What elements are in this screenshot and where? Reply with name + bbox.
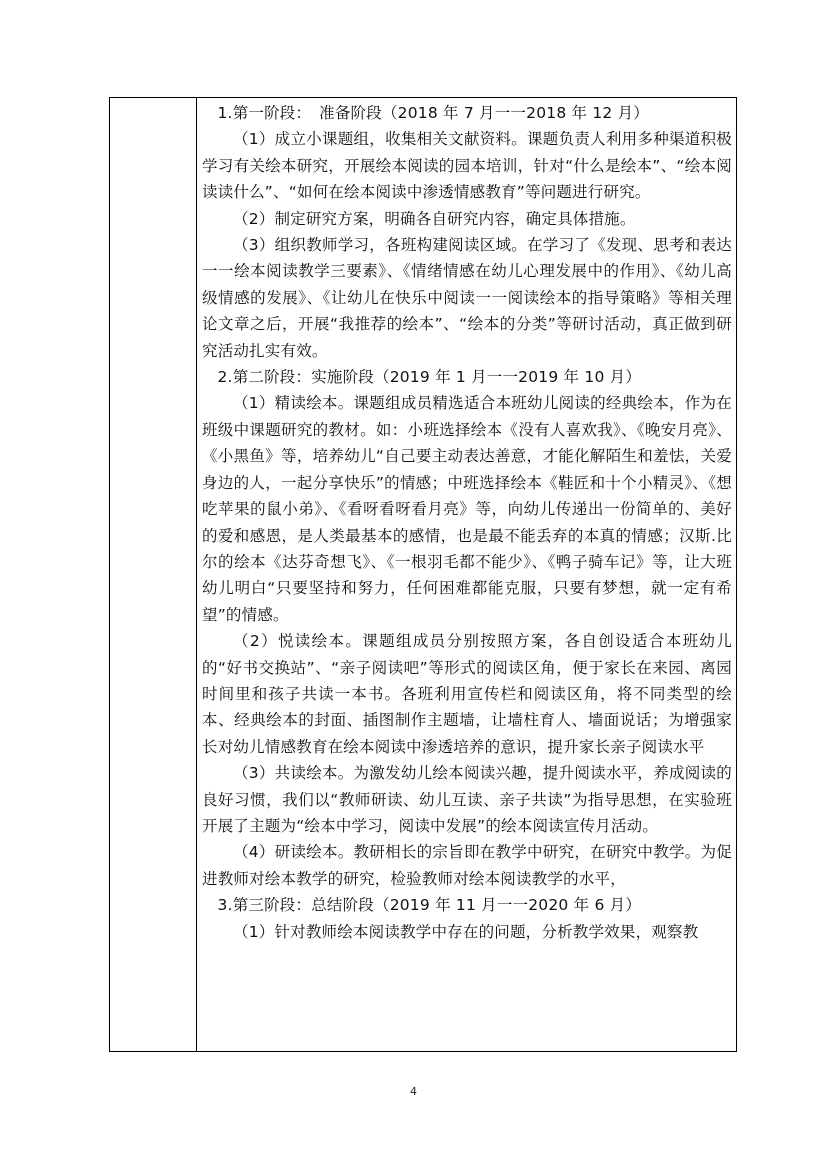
stage-1-heading: 1.第一阶段： 准备阶段（2018 年 7 月一一2018 年 12 月） bbox=[217, 104, 649, 122]
paragraph: （2）悦读绘本。课题组成员分别按照方案，各自创设适合本班幼儿的“好书交换站”、“亲子阅读吧”等形式的阅读区角，便于家长在来园、离园时间里和孩子共读一本书。各班利用宣传栏和阅读区角，将不同类型的绘本、经典绘本的封面、插图制作主题墙，让墙柱育人、墙面说话；为增强家长对幼儿情感教育在绘本阅读中渗透培养的意识，提升家长亲子阅读水平 bbox=[202, 632, 732, 756]
stage-2-heading: 2.第二阶段：实施阶段（2019 年 1 月一一2019 年 10 月） bbox=[217, 368, 642, 387]
table-content-cell bbox=[197, 98, 736, 1051]
paragraph: （1）精读绘本。课题组成员精选适合本班幼儿阅读的经典绘本，作为在班级中课题研究的教材。如：小班选择绘本《没有人喜欢我》、《晚安月亮》、《小黑鱼》等，培养幼儿“自己要主动表达善意，才能化解陌生和羞怯，关爱身边的人，一起分享快乐”的情感；中班选择绘本《鞋匠和十个小精灵》、《想吃苹果的鼠小弟》、《看呀看呀看月亮》等，向幼儿传递出一份简单的、美好的爱和感恩，是人类最基本的感情，也是最不能丢弃的本真的情感；汉斯.比尔的绘本《达芬奇想飞》、《一根羽毛都不能少》、《鸭子骑车记》等，让大班幼儿明白“只要坚持和努力，任何困难都能克服，只要有梦想，就一定有希望”的情感。 bbox=[202, 394, 732, 624]
page-number: 4 bbox=[410, 1085, 417, 1098]
table-label-column bbox=[110, 98, 197, 1051]
paragraph: （3）组织教师学习，各班构建阅读区域。在学习了《发现、思考和表达一一绘本阅读教学三要素》、《情绪情感在幼儿心理发展中的作用》、《幼儿高级情感的发展》、《让幼儿在快乐中阅读一一阅读绘本的指导策略》等相关理论文章之后，开展“我推荐的绘本”、“绘本的分类”等研讨活动，真正做到研究活动扎实有效。 bbox=[202, 236, 732, 360]
document-table bbox=[109, 97, 737, 1052]
stage-3-heading: 3.第三阶段：总结阶段（2019 年 11 月一一2020 年 6 月） bbox=[217, 896, 642, 915]
paragraph: （4）研读绘本。教研相长的宗旨即在教学中研究，在研究中教学。为促进教师对绘本教学的研究，检验教师对绘本阅读教学的水平， bbox=[202, 843, 732, 888]
paragraph: （3）共读绘本。为激发幼儿绘本阅读兴趣，提升阅读水平，养成阅读的良好习惯，我们以“教师研读、幼儿互读、亲子共读”为指导思想，在实验班开展了主题为“绘本中学习，阅读中发展”的绘本阅读宣传月活动。 bbox=[202, 764, 732, 835]
paragraph: （2）制定研究方案，明确各自研究内容，确定具体措施。 bbox=[233, 209, 636, 228]
paragraph: （1）针对教师绘本阅读教学中存在的问题，分析教学效果，观察教 bbox=[233, 922, 699, 941]
paragraph: （1）成立小课题组，收集相关文献资料。课题负责人利用多种渠道积极学习有关绘本研究，开展绘本阅读的园本培训，针对“什么是绘本”、“绘本阅读读什么”、“如何在绘本阅读中渗透情感教育”等问题进行研究。 bbox=[202, 130, 732, 202]
